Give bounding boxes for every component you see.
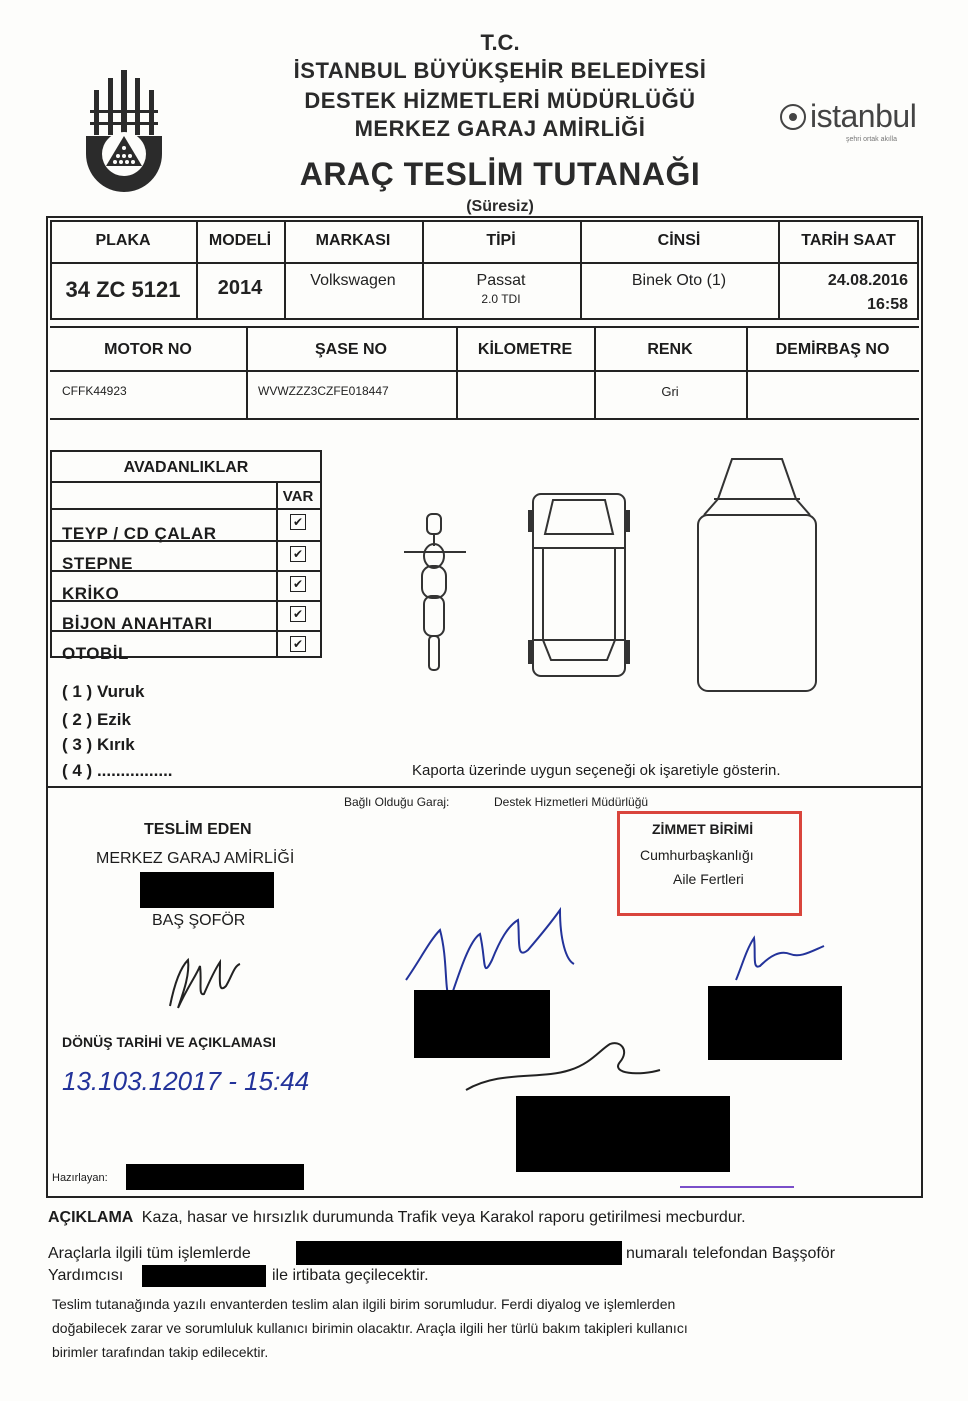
motorcycle-diagram — [400, 510, 470, 675]
signature-right — [730, 930, 830, 990]
header-org-garage: MERKEZ GARAJ AMİRLİĞİ — [354, 116, 646, 141]
garage-label: Bağlı Olduğu Garaj: — [344, 795, 450, 809]
deliverer-unit: MERKEZ GARAJ AMİRLİĞİ — [96, 850, 295, 867]
assignee-title: ZİMMET BİRİMİ — [652, 821, 754, 837]
redacted-block — [414, 990, 550, 1058]
equipment-divider — [50, 481, 322, 483]
brand-value: Volkswagen — [310, 272, 396, 289]
equipment-col-header: VAR — [282, 488, 314, 505]
bodywork-instruction: Kaporta üzerinde uygun seçeneği ok işaretiyle gösterin. — [412, 762, 781, 779]
brand-tagline: şehri ortak akılla — [846, 136, 897, 143]
page-title: ARAÇ TESLİM TUTANAĞI — [299, 156, 701, 192]
damage-legend-1: ( 1 ) Vuruk — [62, 682, 145, 701]
return-date-value: 13.103.12017 - 15:44 — [62, 1066, 310, 1096]
signature-deliverer — [160, 946, 250, 1016]
redacted-block — [142, 1265, 266, 1287]
kind-value: Binek Oto (1) — [631, 272, 727, 289]
damage-legend-3: ( 3 ) Kırık — [62, 735, 135, 754]
equipment-checkbox[interactable]: ✔ — [290, 636, 306, 652]
type-sub-value: 2.0 TDI — [481, 292, 521, 306]
redacted-block — [708, 986, 842, 1060]
assignee-line1: Cumhurbaşkanlığı — [640, 847, 754, 863]
header-chassis-no: ŞASE NO — [314, 341, 387, 358]
equipment-title: AVADANLIKLAR — [123, 459, 249, 476]
color-value: Gri — [661, 384, 679, 399]
header-plate: PLAKA — [95, 232, 151, 249]
brand-name: istanbul — [810, 98, 917, 134]
redacted-block — [296, 1241, 622, 1265]
model-value: 2014 — [217, 277, 263, 299]
notes-paragraph2: doğabilecek zarar ve sorumluluk kullanıcı birimin olacaktır. Araçla ilgili her türlü bakım takipleri kullanıcı — [52, 1320, 688, 1336]
equipment-row — [52, 510, 320, 543]
header-km: KİLOMETRE — [477, 341, 573, 358]
equipment-item-label: STEPNE — [62, 554, 134, 573]
time-value: 16:58 — [867, 296, 908, 313]
equipment-checkbox[interactable]: ✔ — [290, 514, 306, 530]
engine-table-bottom — [50, 418, 919, 420]
equipment-checkbox[interactable]: ✔ — [290, 576, 306, 592]
plate-value: 34 ZC 5121 — [65, 277, 181, 302]
notes-line2a: Araçlarla ilgili tüm işlemlerde — [48, 1245, 251, 1262]
header-org-department: DESTEK HİZMETLERİ MÜDÜRLÜĞÜ — [304, 88, 696, 113]
equipment-item-label: OTOBİL — [62, 644, 129, 663]
prepared-by-label: Hazırlayan: — [52, 1172, 108, 1184]
header-brand: MARKASI — [315, 232, 391, 249]
garage-value: Destek Hizmetleri Müdürlüğü — [494, 795, 649, 809]
equipment-checkbox[interactable]: ✔ — [290, 546, 306, 562]
redacted-block — [140, 872, 274, 908]
notes-paragraph3: birimler tarafından takip edilecektir. — [52, 1344, 269, 1360]
return-date-label: DÖNÜŞ TARİHİ VE AÇIKLAMASI — [62, 1034, 276, 1050]
damage-legend-2: ( 2 ) Ezik — [62, 710, 131, 729]
header-datetime: TARİH SAAT — [801, 232, 896, 249]
type-value: Passat — [476, 272, 526, 289]
date-value: 24.08.2016 — [827, 272, 908, 289]
header-org-municipality: İSTANBUL BÜYÜKŞEHİR BELEDİYESİ — [293, 58, 707, 83]
deliverer-title: TESLİM EDEN — [144, 821, 252, 838]
notes-line2b: numaralı telefondan Başşoför — [626, 1245, 836, 1262]
motor-no-value: CFFK44923 — [62, 384, 127, 398]
notes-paragraph1: Teslim tutanağında yazılı envanterden teslim alan ilgili birim sorumludur. Ferdi diyalog ve işlemlerden — [52, 1296, 676, 1312]
header-type: TİPİ — [486, 232, 516, 249]
notes-label: AÇIKLAMA — [48, 1209, 134, 1226]
page-subtitle: (Süresiz) — [466, 198, 534, 215]
header-inventory-no: DEMİRBAŞ NO — [775, 341, 890, 358]
engine-table-top — [50, 326, 919, 328]
redacted-block — [516, 1096, 730, 1172]
header-model: MODELİ — [208, 232, 272, 249]
car-diagram — [527, 490, 631, 680]
header-kind: CİNSİ — [657, 232, 701, 249]
pen-mark — [680, 1186, 794, 1188]
header-motor-no: MOTOR NO — [104, 341, 192, 358]
equipment-row — [52, 630, 320, 663]
equipment-row — [52, 600, 320, 633]
header-tc: T.C. — [480, 30, 520, 55]
equipment-item-label: KRİKO — [62, 584, 120, 603]
equipment-row — [52, 540, 320, 573]
equipment-checkbox[interactable]: ✔ — [290, 606, 306, 622]
notes-line3a: Yardımcısı — [48, 1267, 124, 1284]
notes-line1 — [48, 1209, 746, 1227]
van-diagram — [694, 455, 820, 695]
redacted-block — [126, 1164, 304, 1190]
chassis-no-value: WVWZZZ3CZFE018447 — [258, 384, 389, 398]
ibb-emblem-logo — [84, 70, 164, 198]
engine-table-mid — [50, 370, 919, 372]
equipment-item-label: TEYP / CD ÇALAR — [62, 524, 217, 543]
equipment-row — [52, 570, 320, 603]
section-divider — [46, 786, 923, 788]
brand-dot-icon — [780, 104, 806, 130]
header-color: RENK — [647, 341, 693, 358]
notes-line3b: ile irtibata geçilecektir. — [272, 1267, 429, 1284]
damage-legend-4: ( 4 ) ................ — [62, 761, 173, 780]
notes-text1: Kaza, hasar ve hırsızlık durumunda Trafik veya Karakol raporu getirilmesi mecburdur. — [141, 1209, 746, 1226]
deliverer-role: BAŞ ŞOFÖR — [152, 912, 246, 929]
assignee-line2: Aile Fertleri — [673, 871, 744, 887]
istanbul-brand-logo — [778, 98, 928, 158]
vehicle-table-divider — [50, 262, 919, 264]
equipment-item-label: BİJON ANAHTARI — [62, 614, 213, 633]
